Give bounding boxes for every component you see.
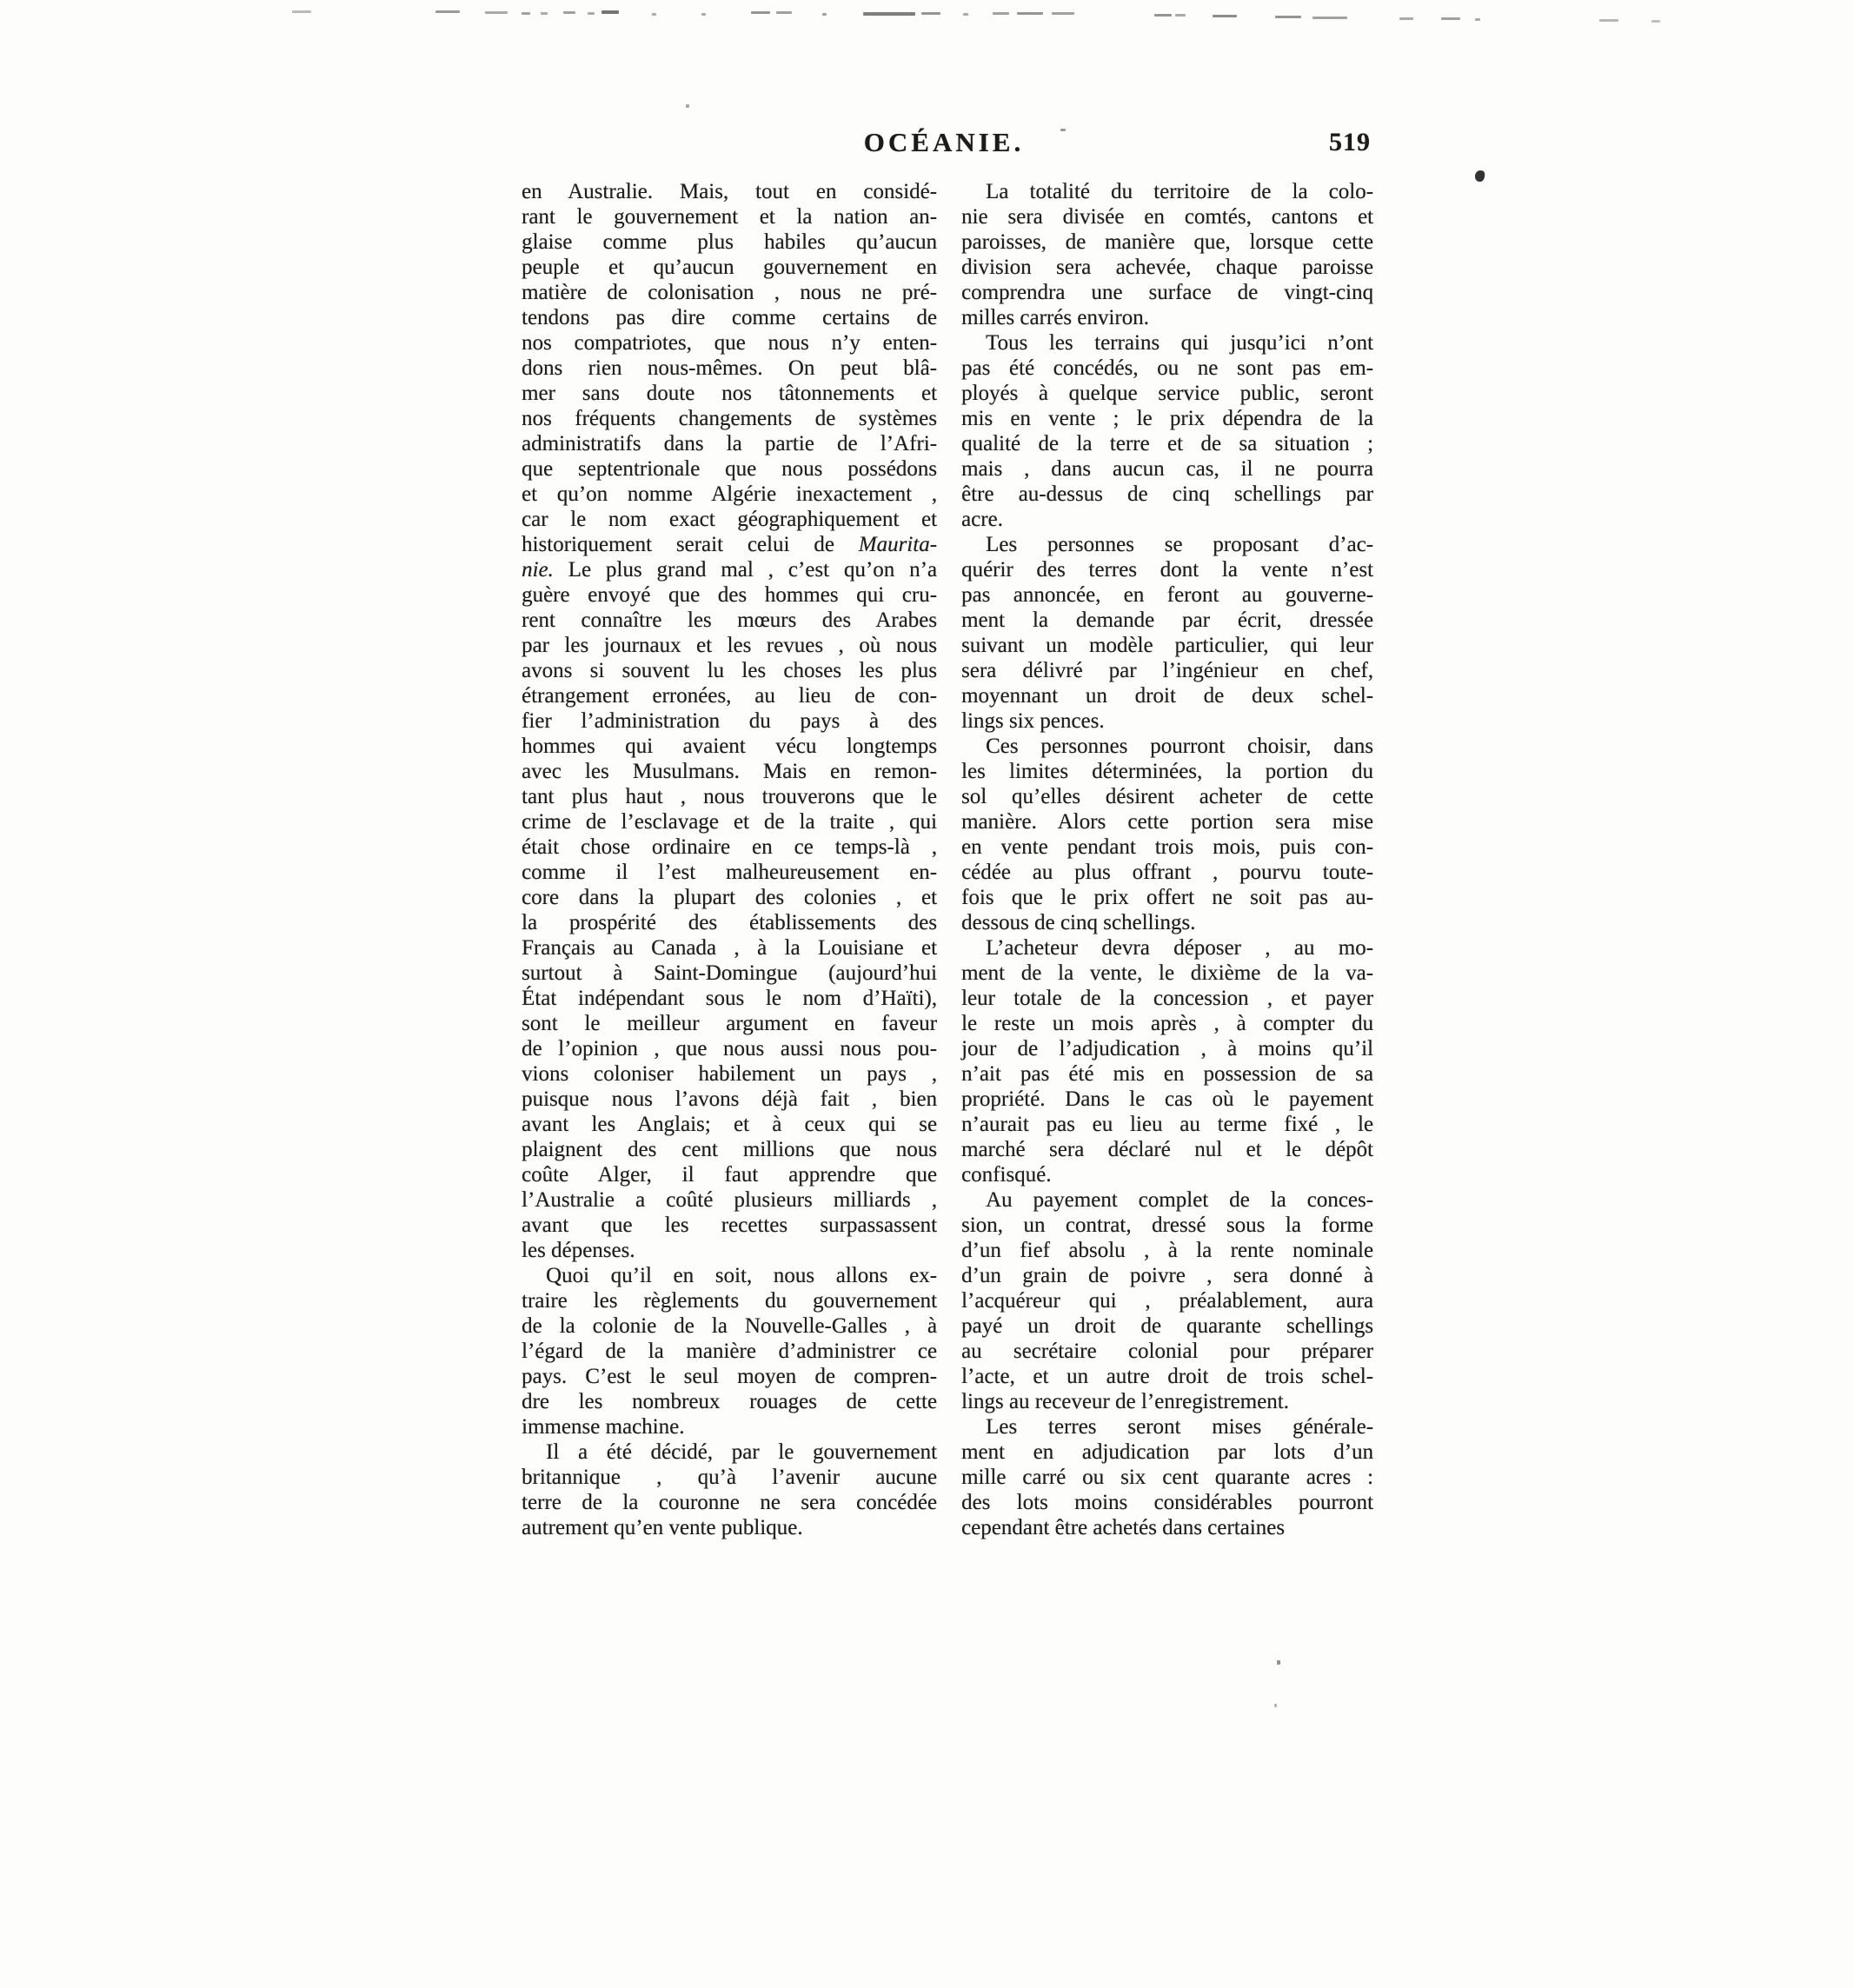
- text-line: Il a été décidé, par le gouvernement: [546, 1440, 937, 1464]
- text-line: leur totale de la concession , et payer: [961, 987, 1373, 1010]
- text-line: acre.: [961, 508, 1003, 531]
- text-line: administratifs dans la partie de l’Afri-: [522, 432, 937, 455]
- text-line: moyennant un droit de deux schel-: [961, 684, 1373, 708]
- text-line: surtout à Saint-Domingue (aujourd’hui: [522, 961, 937, 985]
- text-line: tant plus haut , nous trouverons que le: [522, 785, 937, 808]
- text-line: cédée au plus offrant , pourvu toute-: [961, 861, 1373, 884]
- text-line: l’Australie a coûté plusieurs milliards ,: [522, 1188, 937, 1212]
- scan-artifact: [588, 12, 595, 15]
- text-column-left: [522, 179, 937, 1540]
- text-line: jour de l’adjudication , à moins qu’il: [961, 1037, 1373, 1060]
- scan-artifact: [1399, 17, 1413, 20]
- scan-artifact: [522, 12, 530, 15]
- text-line: d’un grain de poivre , sera donné à: [961, 1264, 1373, 1287]
- text-line: hommes qui avaient vécu longtemps: [522, 735, 937, 758]
- text-line: ment de la vente, le dixième de la va-: [961, 961, 1373, 985]
- text-line: mille carré ou six cent quarante acres :: [961, 1466, 1373, 1489]
- text-line: pas été concédés, ou ne sont pas em-: [961, 356, 1373, 380]
- text-line: tendons pas dire comme certains de: [522, 306, 937, 329]
- text-line: immense machine.: [522, 1415, 685, 1439]
- text-line: manière. Alors cette portion sera mise: [961, 810, 1373, 834]
- scan-artifact: [863, 12, 915, 16]
- scan-artifact: [963, 13, 968, 16]
- text-line: nie sera divisée en comtés, cantons et: [961, 205, 1373, 229]
- text-line: en vente pendant trois mois, puis con-: [961, 835, 1373, 859]
- text-line: fois que le prix offert ne soit pas au-: [961, 886, 1373, 909]
- text-line: que septentrionale que nous possédons: [522, 457, 937, 481]
- text-line: pas annoncée, en feront au gouverne-: [961, 583, 1373, 607]
- text-line: milles carrés environ.: [961, 306, 1149, 329]
- text-line: dons rien nous-mêmes. On peut blâ-: [522, 356, 937, 380]
- text-line: pays. C’est le seul moyen de compren-: [522, 1365, 937, 1388]
- text-line: Les terres seront mises générale-: [986, 1415, 1373, 1439]
- scan-artifact: [701, 13, 706, 16]
- text-line: payé un droit de quarante schellings: [961, 1314, 1373, 1338]
- text-line: des lots moins considérables pourront: [961, 1491, 1373, 1514]
- scan-artifact: [1154, 14, 1172, 17]
- scan-artifact: [601, 10, 619, 14]
- scan-artifact: [1017, 12, 1043, 15]
- text-line: Ces personnes pourront choisir, dans: [986, 735, 1373, 758]
- text-line: confisqué.: [961, 1163, 1052, 1187]
- text-line: qualité de la terre et de sa situation ;: [961, 432, 1373, 455]
- scan-artifact: [776, 11, 792, 14]
- text-line: fier l’administration du pays à des: [522, 709, 937, 733]
- text-line: nie. Le plus grand mal , c’est qu’on n’a: [522, 558, 937, 582]
- text-line: et qu’on nomme Algérie inexactement ,: [522, 482, 937, 506]
- scan-artifact: [1277, 1660, 1280, 1665]
- scan-artifact: [751, 11, 770, 14]
- text-line: de l’opinion , que nous aussi nous pou-: [522, 1037, 937, 1060]
- text-line: coûte Alger, il faut apprendre que: [522, 1163, 937, 1187]
- scan-artifact: [1651, 20, 1660, 23]
- text-line: suivant un modèle particulier, qui leur: [961, 634, 1373, 657]
- text-line: Français au Canada , à la Louisiane et: [522, 936, 937, 960]
- text-line: étrangement erronées, au lieu de con-: [522, 684, 937, 708]
- scan-artifact: [993, 12, 1009, 15]
- text-line: dre les nombreux rouages de cette: [522, 1390, 937, 1413]
- text-line: les dépenses.: [522, 1239, 635, 1262]
- text-line: par les journaux et les revues , où nous: [522, 634, 937, 657]
- scan-artifact: [822, 13, 827, 16]
- text-line: division sera achevée, chaque paroisse: [961, 256, 1373, 279]
- text-line: guère envoyé que des hommes qui cru-: [522, 583, 937, 607]
- text-line: l’acte, et un autre droit de trois schel-: [961, 1365, 1373, 1388]
- text-line: le reste un mois après , à compter du: [961, 1012, 1373, 1035]
- text-line: avant que les recettes surpassassent: [522, 1213, 937, 1237]
- text-line: sont le meilleur argument en faveur: [522, 1012, 937, 1035]
- text-line: cependant être achetés dans certaines: [961, 1516, 1286, 1539]
- text-line: mis en vente ; le prix dépendra de la: [961, 407, 1373, 430]
- text-line: lings six pences.: [961, 709, 1105, 733]
- text-line: n’ait pas été mis en possession de sa: [961, 1062, 1373, 1086]
- text-line: core dans la plupart des colonies , et: [522, 886, 937, 909]
- text-line: ployés à quelque service public, seront: [961, 382, 1373, 405]
- scan-artifact: [1213, 15, 1237, 17]
- page-number: 519: [1329, 128, 1371, 156]
- text-line: comprendra une surface de vingt-cinq: [961, 281, 1373, 304]
- text-line: avant les Anglais; et à ceux qui se: [522, 1113, 937, 1136]
- text-line: était chose ordinaire en ce temps-là ,: [522, 835, 937, 859]
- text-line: L’acheteur devra déposer , au mo-: [986, 936, 1373, 960]
- text-line: comme il l’est malheureusement en-: [522, 861, 937, 884]
- text-line: rent connaître les mœurs des Arabes: [522, 608, 937, 632]
- scan-artifact: [485, 11, 508, 14]
- text-line: l’acquéreur qui , préalablement, aura: [961, 1289, 1373, 1313]
- text-line: être au-dessus de cinq schellings par: [961, 482, 1373, 506]
- text-line: ment la demande par écrit, dressée: [961, 608, 1373, 632]
- text-line: au secrétaire colonial pour préparer: [961, 1340, 1373, 1363]
- text-line: quérir des terres dont la vente n’est: [961, 558, 1373, 582]
- text-line: mais , dans aucun cas, il ne pourra: [961, 457, 1373, 481]
- text-line: de la colonie de la Nouvelle-Galles , à: [522, 1314, 937, 1338]
- text-line: d’un fief absolu , à la rente nominale: [961, 1239, 1373, 1262]
- text-line: nos compatriotes, que nous n’y enten-: [522, 331, 937, 355]
- text-line: dessous de cinq schellings.: [961, 911, 1196, 934]
- text-line: sion, un contrat, dressé sous la forme: [961, 1213, 1373, 1237]
- text-line: traire les règlements du gouvernement: [522, 1289, 937, 1313]
- text-line: sol qu’elles désirent acheter de cette: [961, 785, 1373, 808]
- scan-artifact: [1312, 17, 1347, 19]
- text-line: avons si souvent lu les choses les plus: [522, 659, 937, 682]
- scan-artifact: [435, 10, 460, 13]
- text-line: matière de colonisation , nous ne pré-: [522, 281, 937, 304]
- scan-artifact: [1475, 18, 1480, 21]
- text-line: l’égard de la manière d’administrer ce: [522, 1340, 937, 1363]
- scan-artifact: [1274, 1704, 1277, 1707]
- text-line: plaignent des cent millions que nous: [522, 1138, 937, 1161]
- text-line: Au payement complet de la conces-: [986, 1188, 1373, 1212]
- text-line: avec les Musulmans. Mais en remon-: [522, 760, 937, 783]
- text-line: la prospérité des établissements des: [522, 911, 937, 934]
- scan-artifact: [921, 12, 940, 15]
- text-line: en Australie. Mais, tout en considé-: [522, 180, 937, 203]
- text-line: Les personnes se proposant d’ac-: [986, 533, 1373, 556]
- scan-artifact: [292, 10, 311, 13]
- ink-blob-artifact: [1474, 170, 1485, 182]
- text-line: peuple et qu’aucun gouvernement en: [522, 256, 937, 279]
- text-line: vions coloniser habilement un pays ,: [522, 1062, 937, 1086]
- text-line: La totalité du territoire de la colo-: [986, 180, 1373, 203]
- scan-artifact: [686, 104, 689, 108]
- scan-artifact: [1052, 12, 1074, 15]
- text-line: propriété. Dans le cas où le payement: [961, 1087, 1373, 1111]
- text-line: État indépendant sous le nom d’Haïti),: [522, 987, 937, 1010]
- text-line: sera délivré par l’ingénieur en chef,: [961, 659, 1373, 682]
- text-line: autrement qu’en vente publique.: [522, 1516, 803, 1539]
- text-line: les limites déterminées, la portion du: [961, 760, 1373, 783]
- text-line: lings au receveur de l’enregistrement.: [961, 1390, 1289, 1413]
- text-column-right: [961, 179, 1373, 1540]
- scan-artifact: [541, 12, 548, 15]
- text-line: historiquement serait celui de Maurita-: [522, 533, 937, 556]
- text-line: crime de l’esclavage et de la traite , qui: [522, 810, 937, 834]
- text-line: car le nom exact géographiquement et: [522, 508, 937, 531]
- page-title: OCÉANIE.: [863, 127, 1025, 157]
- scan-artifact: [1275, 16, 1301, 18]
- scan-artifact: [1599, 19, 1618, 22]
- text-line: Tous les terrains qui jusqu’ici n’ont: [986, 331, 1373, 355]
- text-line: ment en adjudication par lots d’un: [961, 1440, 1373, 1464]
- text-line: n’aurait pas eu lieu au terme fixé , le: [961, 1113, 1373, 1136]
- scan-artifact: [1441, 17, 1460, 20]
- text-line: terre de la couronne ne sera concédée: [522, 1491, 937, 1514]
- scan-artifact: [1175, 14, 1186, 17]
- text-line: britannique , qu’à l’avenir aucune: [522, 1466, 937, 1489]
- text-line: glaise comme plus habiles qu’aucun: [522, 230, 937, 254]
- text-line: rant le gouvernement et la nation an-: [522, 205, 937, 229]
- text-line: mer sans doute nos tâtonnements et: [522, 382, 937, 405]
- text-line: nos fréquents changements de systèmes: [522, 407, 937, 430]
- scan-artifact: [652, 13, 656, 16]
- text-line: marché sera déclaré nul et le dépôt: [961, 1138, 1373, 1161]
- text-line: Quoi qu’il en soit, nous allons ex-: [546, 1264, 937, 1287]
- text-line: puisque nous l’avons déjà fait , bien: [522, 1087, 937, 1111]
- text-line: paroisses, de manière que, lorsque cette: [961, 230, 1373, 254]
- scan-artifact: [563, 11, 575, 14]
